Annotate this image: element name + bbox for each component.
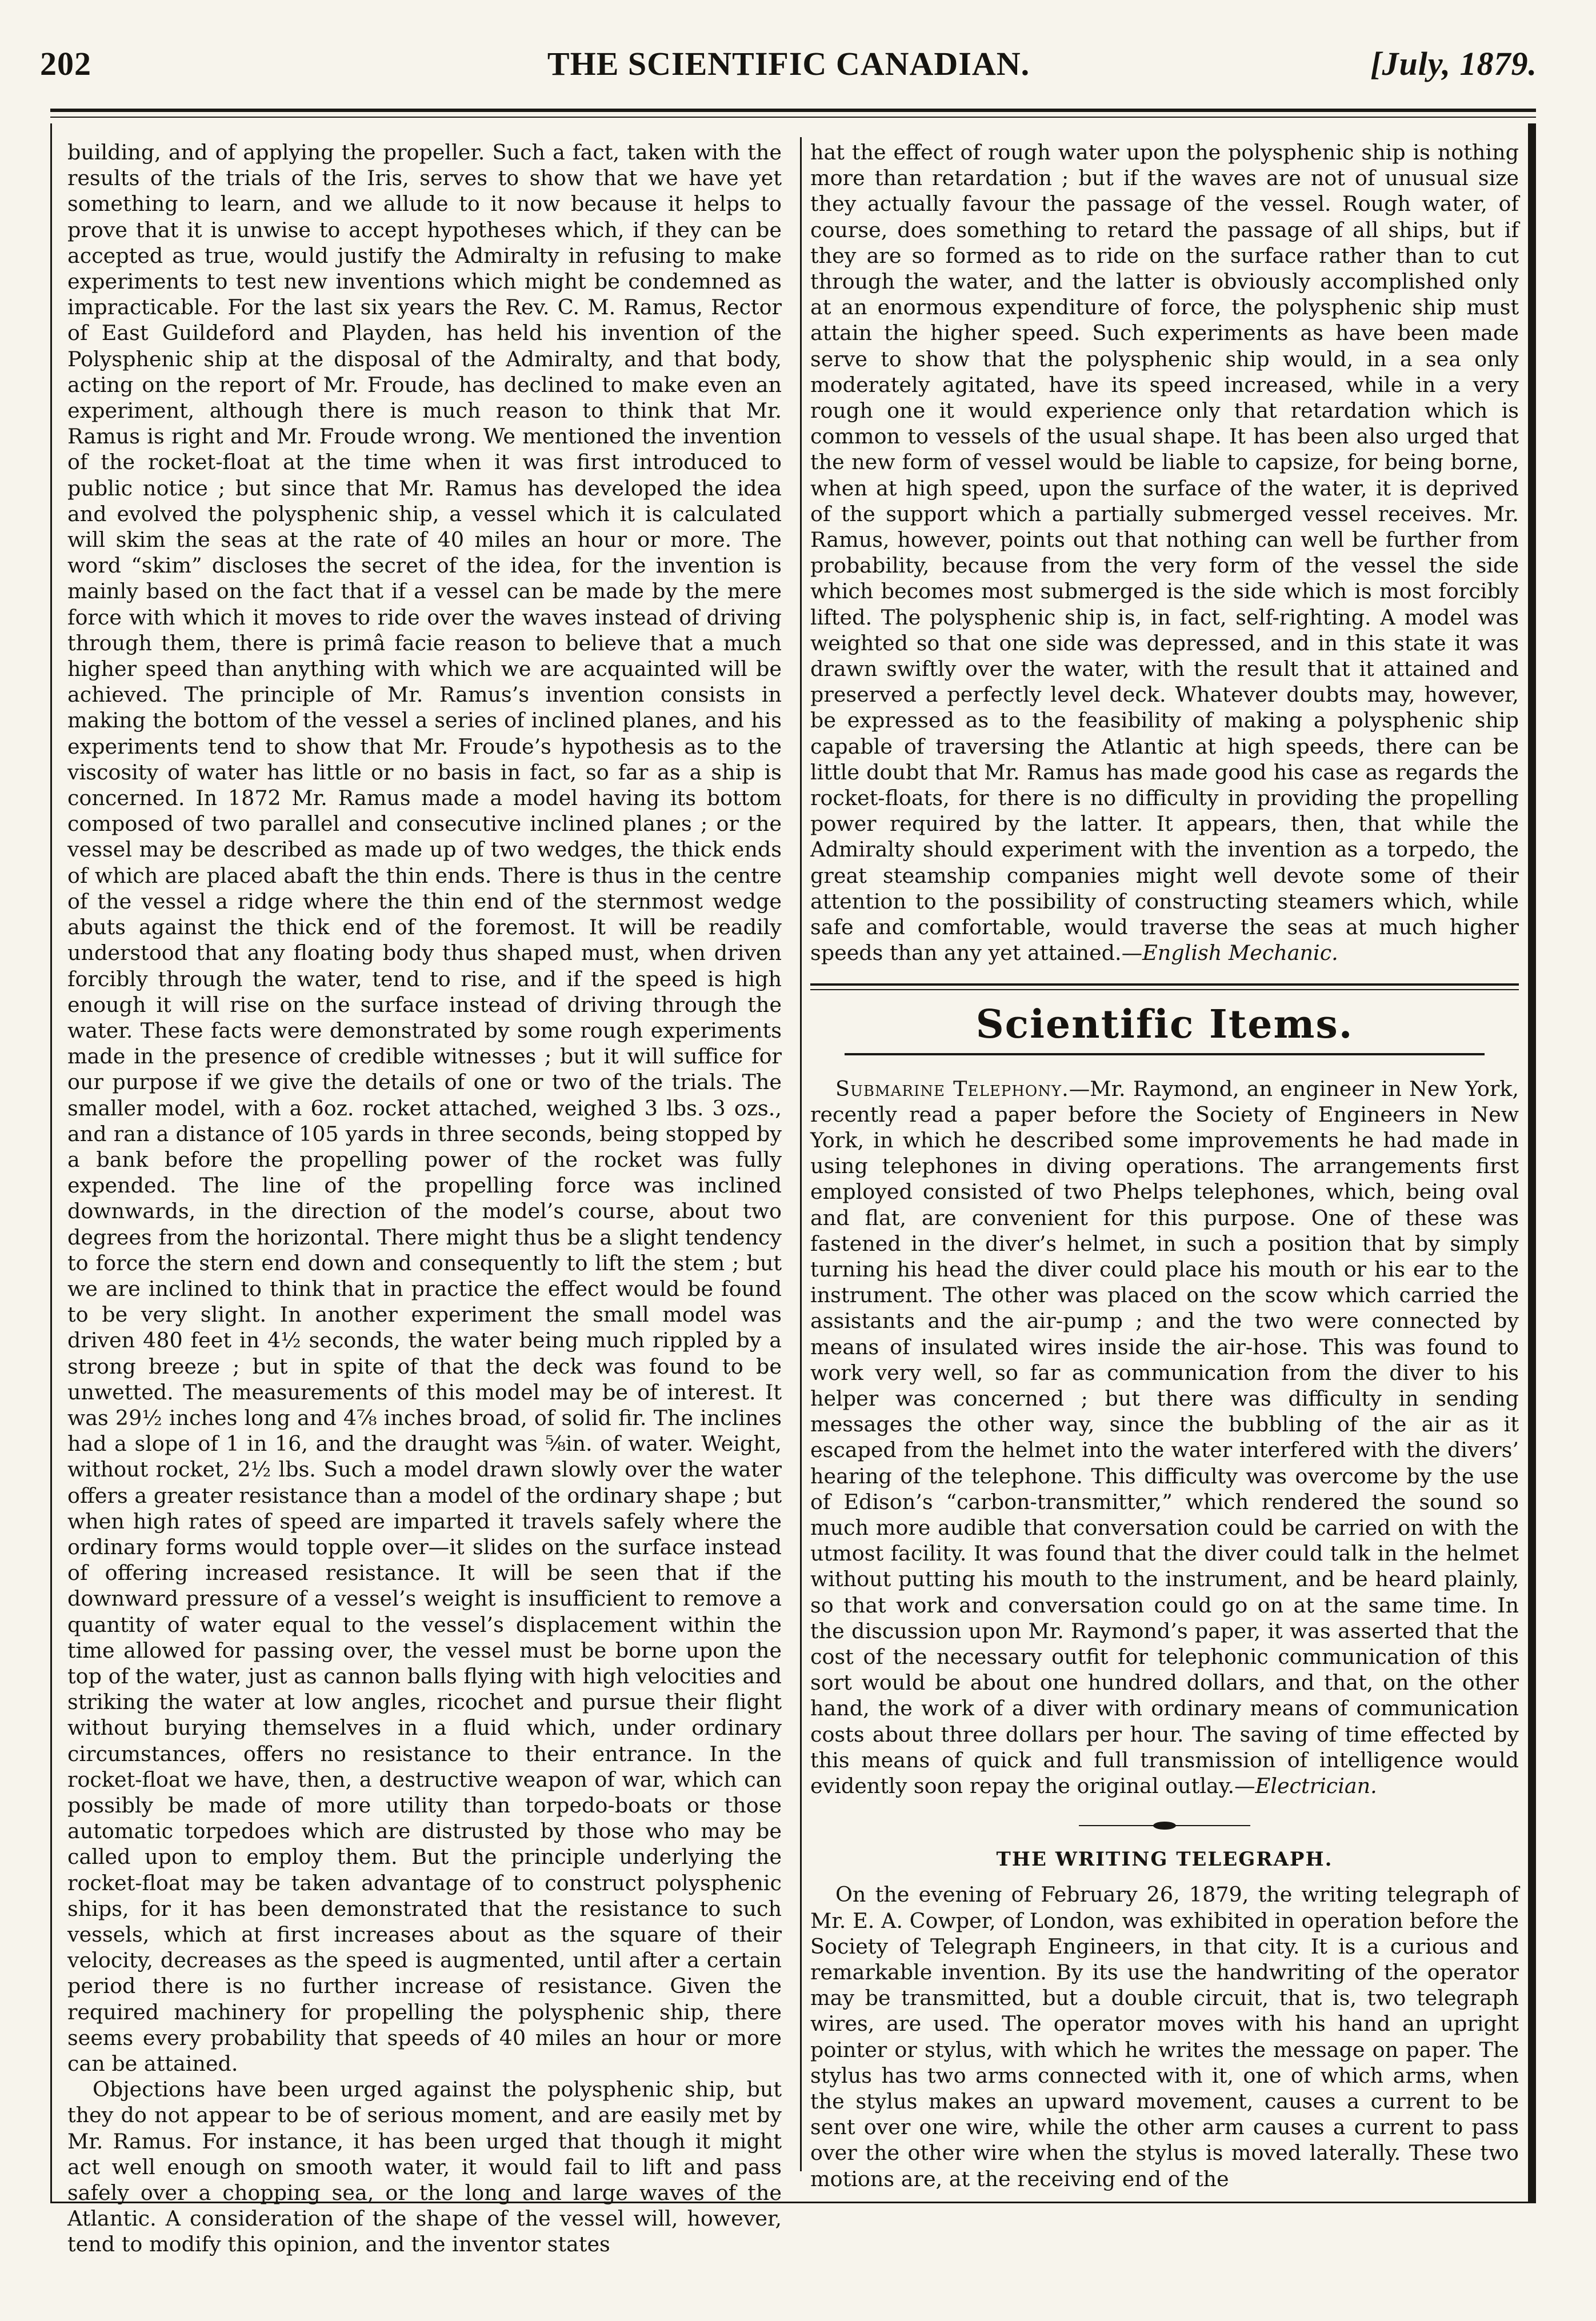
page-number: 202 [40, 45, 91, 82]
continuation-text: hat the effect of rough water upon the polysphenic ship is nothing more than retardation ; but if the waves are not of unusual size they actually favour the passage of the vessel. Rough water, of course, does something to retard the passage of all ships, but if they are so formed as to ride on the surface rather than to cut through the water, and the latter is obviously accomplished only at an enormous expenditure of force, the polysphenic ship must attain the higher speed. Such experiments as have been made serve to show that the polysphenic ship would, in a sea only moderately agitated, have its speed increased, while in a very rough one it would experience only that retardation which is common to vessels of the usual shape. It has been also urged that the new form of vessel would be liable to capsize, for being borne, when at high speed, upon the surface of the water, it is deprived of the support which a partially submerged vessel receives. Mr. Ramus, however, points out that nothing can well be further from probability, because from the very form of the vessel the side which becomes most submerged is the side which is most forcibly lifted. The polysphenic ship is, in fact, self-righting. A model was weighted so that one side was depressed, and in this state it was drawn swiftly over the water, with the result that it attained and preserved a perfectly level deck. Whatever doubts may, however, be expressed as to the feasibility of making a polysphenic ship capable of traversing the Atlantic at high speeds, there can be little doubt that Mr. Ramus has made good his case as regards the rocket-floats, for there is no difficulty in providing the propelling power required by the latter. It appears, then, that while the Admiralty should experiment with the invention as a torpedo, the great steamship companies might well devote some of their attention to the possibility of constructing steamers which, while safe and comfortable, would traverse the seas at much higher speeds than any yet attained.— [810, 140, 1519, 966]
item-source: Electrician. [1255, 1773, 1377, 1798]
item-body: —Mr. Raymond, an engineer in New York, recently read a paper before the Society of Engineers in New York, in which he described some improvements he had made in using telephones in diving operations. The arrangements first employed consisted of two Phelps telephones, which, being oval and flat, are convenient for this purpose. One of these was fastened in the diver’s helmet, in such a position that by simply turning his head the diver could place his mouth or his ear to the instrument. The other was placed on the scow which carried the assistants and the air-pump ; and the two were connected by means of insulated wires inside the air-hose. This was found to work very well, so far as communication from the diver to his helper was concerned ; but there was difficulty in sending messages the other way, since the bubbling of the air as it escaped from the helmet into the water interfered with the divers’ hearing of the telephone. This difficulty was overcome by the use of Edison’s “carbon-transmitter,” which rendered the sound so much more audible that conversation could be carried on with the utmost facility. It was found that the diver could talk in the helmet without putting his mouth to the instrument, and be heard plainly, so that work and conversation could go on at the same time. In the discussion upon Mr. Raymond’s paper, it was asserted that the cost of the necessary outfit for telephonic communication of this sort would be about one hundred dollars, and that, on the other hand, the work of a diver with ordinary means of communication costs about three dollars per hour. The saving of time effected by this means of quick and full transmission of intelligence would evidently soon repay the original outlay.— [810, 1076, 1519, 1798]
column-right [810, 139, 1519, 2192]
continuation-source: English Mechanic. [1142, 941, 1338, 966]
item-paragraph: On the evening of February 26, 1879, the writing telegraph of Mr. E. A. Cowper, of London, was exhibited in operation before the Society of Telegraph Engineers, in that city. It is a curious and remarkable invention. By its use the handwriting of the operator may be transmitted, but a double circuit, that is, two telegraph wires, are used. The operator moves with his hand an upright pointer or stylus, with which he writes the message on paper. The stylus has two arms connected with it, one of which arms, when the stylus makes an upward movement, causes a current to be sent over one wire, while the other arm causes a current to pass over the other wire when the stylus is moved laterally. These two motions are, at the receiving end of the [810, 1882, 1519, 2191]
item-paragraph [810, 1076, 1519, 1799]
article-continuation [810, 139, 1519, 966]
ornament-divider [1079, 1822, 1250, 1830]
item-heading: THE WRITING TELEGRAPH. [996, 1848, 1333, 1871]
page-header [40, 45, 1537, 96]
section-heading: Scientific Items. [975, 1001, 1354, 1047]
journal-title: THE SCIENTIFIC CANADIAN. [547, 45, 1030, 82]
section-rule-thin [810, 989, 1519, 990]
column-divider [800, 137, 802, 2171]
column-left [67, 139, 782, 2258]
article-paragraph: building, and of applying the propeller. Such a fact, taken with the results of the trials of the Iris, serves to show that we have yet something to learn, and we allude to it now because it helps to prove that it is unwise to accept hypotheses which, if they can be accepted as true, would justify the Admiralty in refusing to make experiments to test new inventions which might be condemned as impracticable. For the last six years the Rev. C. M. Ramus, Rector of East Guildeford and Playden, has held his invention of the Polysphenic ship at the disposal of the Admiralty, and that body, acting on the report of Mr. Froude, has declined to make even an experiment, although there is much reason to think that Mr. Ramus is right and Mr. Froude wrong. We mentioned the invention of the rocket-float at the time when it was first introduced to public notice ; but since that Mr. Ramus has developed the idea and evolved the polysphenic ship, a vessel which it is calculated will skim the seas at the rate of 40 miles an hour or more. The word “skim” discloses the secret of the idea, for the invention is mainly based on the fact that if a vessel can be made by the mere force with which it moves to ride over the waves instead of driving through them, there is primâ facie reason to believe that a much higher speed than anything with which we are acquainted will be achieved. The principle of Mr. Ramus’s invention consists in making the bottom of the vessel a series of inclined planes, and his experiments tend to show that Mr. Froude’s hypothesis as to the viscosity of water has little or no basis in fact, so far as a ship is concerned. In 1872 Mr. Ramus made a model having its bottom composed of two parallel and consecutive inclined planes ; or the vessel may be described as made up of two wedges, the thick ends of which are placed abaft the thin ends. There is thus in the centre of the vessel a ridge where the thin end of the sternmost wedge abuts against the thick end of the foremost. It will be readily understood that any floating body thus shaped must, when driven forcibly through the water, tend to rise, and if the speed is high enough it will rise on the surface instead of driving through the water. These facts were demonstrated by some rough experiments made in the presence of credible witnesses ; but it will suffice for our purpose if we give the details of one or two of the trials. The smaller model, with a 6oz. rocket attached, weighed 3 lbs. 3 ozs., and ran a distance of 105 yards in three seconds, being stopped by a bank before the propelling power of the rocket was fully expended. The line of the propelling force was inclined downwards, in the direction of the model’s course, about two degrees from the horizontal. There might thus be a slight tendency to force the stern end down and consequently to lift the stem ; but we are inclined to think that in practice the effect would be found to be very slight. In another experiment the small model was driven 480 feet in 4½ seconds, the water being much rippled by a strong breeze ; but in spite of that the deck was found to be unwetted. The measurements of this model may be of interest. It was 29½ inches long and 4⅞ inches broad, of solid fir. The inclines had a slope of 1 in 16, and the draught was ⅝in. of water. Weight, without rocket, 2½ lbs. Such a model drawn slowly over the water offers a greater resistance than a model of the ordinary shape ; but when high rates of speed are imparted it travels safely where the ordinary forms would topple over—it slides on the surface instead of offering increased resistance. It will be seen that if the downward pressure of a vessel’s weight is insufficient to remove a quantity of water equal to the vessel’s displacement within the time allowed for passing over, the vessel must be borne upon the top of the water, just as cannon balls flying with high velocities and striking the water at low angles, ricochet and pursue their flight without burying themselves in a fluid which, under ordinary circumstances, offers no resistance to their entrance. In the rocket-float we have, then, a destructive weapon of war, which can possibly be made of more utility than torpedo-boats or those automatic torpedoes which are distrusted by those who may be called upon to employ them. But the principle underlying the rocket-float may be taken advantage of to construct polysphenic ships, for it has been demonstrated that the resistance to such vessels, which at first increases about as the square of their velocity, decreases as the speed is augmented, until after a certain period there is no further increase of resistance. Given the required machinery for propelling the polysphenic ship, there seems every probability that speeds of 40 miles an hour or more can be attained. [67, 140, 782, 2076]
item-lead: Submarine Telephony. [835, 1076, 1069, 1101]
article-paragraph: Objections have been urged against the polysphenic ship, but they do not appear to be of serious moment, and are easily met by Mr. Ramus. For instance, it has been urged that though it might act well enough on smooth water, it would fail to lift and pass safely over a chopping sea, or the long and large waves of the Atlantic. A consideration of the shape of the vessel will, however, tend to modify this opinion, and the inventor states [67, 2077, 782, 2257]
section-heading-underline [845, 1053, 1485, 1055]
header-rule [50, 109, 1536, 112]
issue-date: [July, 1879. [1370, 45, 1537, 82]
section-rule [810, 983, 1519, 986]
header-rule-thin [50, 117, 1536, 118]
